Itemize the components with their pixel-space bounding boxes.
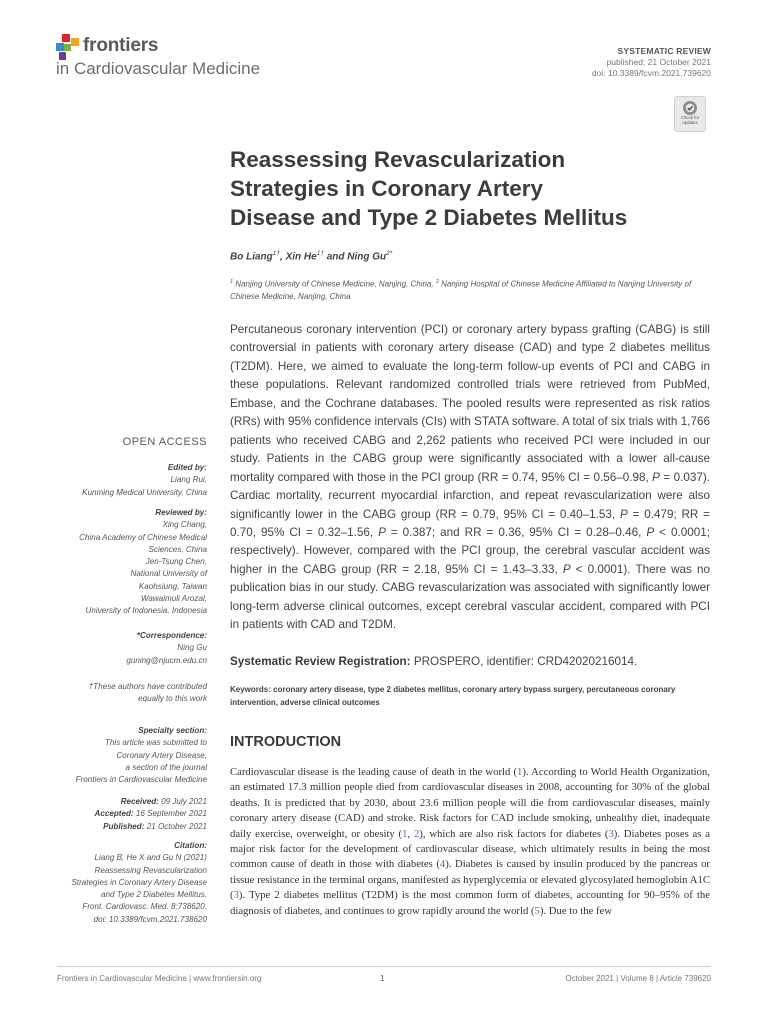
footer-divider: [57, 966, 711, 967]
p-value-symbol: P: [652, 470, 660, 484]
reference-link[interactable]: 4: [439, 858, 446, 871]
article-title: Reassessing Revascularization Strategies in Coronary Artery Disease and Type 2 Diabetes Mellitus: [230, 147, 628, 230]
sidebar-reviewers: Reviewed by: Xing Chang, China Academy of Chinese Medical Sciences, China Jen-Tsung Chen, National University of Kaohsiung, Taiwan Wawaimuli Arozal, University of Indonesia, Indonesia: [58, 507, 207, 618]
footer-journal-link[interactable]: Frontiers in Cardiovascular Medicine | www.frontiersin.org: [57, 974, 262, 983]
keywords-label: Keywords:: [230, 685, 271, 694]
article-meta: [592, 46, 711, 79]
author-name[interactable]: Xin He: [285, 251, 317, 263]
published-date: published: 21 October 2021: [606, 57, 711, 67]
editor-affiliation: Kunming Medical University, China: [82, 487, 207, 497]
reference-link[interactable]: 3: [608, 827, 614, 840]
reference-link[interactable]: 3: [233, 889, 239, 902]
introduction-text: [230, 765, 710, 919]
sidebar-citation: Citation: Liang B, He X and Gu N (2021) Reassessing Revascularization Strategies in Coronary Artery Disease and Type 2 Diabetes Mellitus. Front. Cardiovasc. Med. 8:738620. doi: 10.3389/fcvm.2021.738620: [58, 840, 207, 926]
citation-label: Citation:: [174, 841, 207, 850]
accepted-date: Accepted: 16 September 2021: [94, 809, 207, 819]
reference-link[interactable]: 5: [534, 904, 540, 917]
author-name[interactable]: Ning Gu: [347, 251, 387, 263]
check-for-updates-button[interactable]: [674, 96, 706, 132]
abstract-text-run: Percutaneous coronary intervention (PCI) or coronary artery bypass grafting (CABG) is still controversial in patients with coronary artery disease (CAD) and type 2 diabetes mellitus (T2DM). Here, we aimed to evaluate the long-term follow-up events of PCI and CABG in these populations. Relevant randomized controlled trials were retrieved from PubMed, Embase, and the Cochrane databases. The pooled results were represented as risk ratios (RRs) with 95% confidence intervals (CIs) with STATA software. A total of six trials with 1,766 patients who received CABG and 2,262 patients who received PCI were included in our study. Patients in the CABG group were significantly associated with a lower all-cause mortality compared with those in the PCI group (RR = 0.74, 95% CI = 0.56–0.98,: [230, 323, 710, 484]
logo-wordmark: frontiers: [83, 35, 159, 56]
correspondence-email[interactable]: guning@njucm.edu.cn: [126, 655, 207, 665]
author-affiliation-mark: 1†: [316, 250, 324, 257]
check-updates-icon: [682, 100, 698, 116]
author-affiliation-mark: 2*: [386, 250, 393, 257]
page-number: 1: [380, 974, 385, 983]
affiliations: $^1$ Nanjing University of Chinese Medicine, Nanjing, China, $^2$ Nanjing Hospital of Chinese Medicine Affiliated to Nanjing University of Chinese Medicine, Nanjing, China: [230, 279, 692, 301]
intro-text-run: ). Due to the few: [539, 904, 612, 917]
review-registration: [230, 655, 710, 668]
sidebar-equal-contribution: †These authors have contributed equally to this work: [88, 682, 207, 704]
footer-issue-info: October 2021 | Volume 8 | Article 739620: [565, 974, 711, 983]
intro-text-run: Cardiovascular disease is the leading cause of death in the world (: [230, 766, 518, 778]
received-date: Received: 09 July 2021: [120, 797, 207, 806]
abstract-text-run: < 0.0001). There was no publication bias in our study. CABG revascularization was associated with significantly lower long-term adverse clinical outcomes, except cerebral vascular accident, compared with PCI in patients with CAD and T2DM.: [230, 562, 710, 632]
author-list: [230, 250, 392, 262]
abstract-text-run: = 0.479; RR = 0.70, 95% CI = 0.32–1.56,: [230, 507, 711, 539]
p-value-symbol: P: [378, 525, 386, 539]
keywords: [230, 684, 710, 709]
author-affiliation-mark: 1†: [272, 250, 281, 257]
sidebar-editors: [58, 462, 207, 499]
keywords-list: coronary artery disease, type 2 diabetes mellitus, coronary artery bypass surgery, percutaneous coronary intervention, adverse clinical outcomes: [230, 685, 676, 707]
edited-by-label: Edited by:: [167, 463, 207, 472]
p-value-symbol: P: [646, 525, 655, 539]
journal-name: in Cardiovascular Medicine: [56, 59, 261, 78]
abstract-text-run: = 0.037). Cardiac mortality, recurrent myocardial infarction, and repeat revascularization were also significantly lower in the CABG group (RR = 0.79, 95% CI = 0.40–1.53,: [230, 470, 710, 521]
registration-value: PROSPERO, identifier: CRD42020216014.: [410, 655, 638, 668]
journal-logo[interactable]: [56, 32, 316, 82]
intro-text-run: ). Diabetes poses as a major risk factor for the development of cardiovascular disease, which ultimately results in being the most common cause of death in those with diabetes (: [230, 827, 710, 871]
frontiers-logo-icon: [56, 34, 80, 60]
author-name[interactable]: Bo Liang: [230, 251, 273, 263]
abstract: [230, 321, 710, 635]
intro-text-run: ). According to World Health Organization, an estimated 17.3 million people died from cardiovascular diseases in 2008, accounting for 30% of the global deaths. It is predicted that by 2030, about 23.6 million people will die from cardiovascular diseases, mainly coronary artery disease (CAD) and stroke. Risk factors for CAD include smoking, unhealthy diet, inadequate daily exercise, overweight, or obesity (: [230, 766, 711, 840]
p-value-symbol: P: [562, 562, 571, 576]
intro-text-run: ). Diabetes is caused by insulin produced by the pancreas or tissue resistance in the terminal organs, manifested as hyperglycemia or elevated glycosylated hemoglobin A1C (: [230, 858, 710, 902]
intro-text-run: ). Type 2 diabetes mellitus (T2DM) is the most common form of diabetes, accounting for 90–95% of the diagnosis of diabetes, and continues to grow rapidly around the world (: [230, 889, 710, 917]
sidebar-dates: [58, 796, 207, 833]
specialty-label: Specialty section:: [138, 726, 207, 735]
reference-link[interactable]: 1: [402, 827, 408, 840]
abstract-text-run: < 0.0001; respectively). However, compared with the PCI group, the cerebral vascular accident was higher in the CABG group (RR = 2.18, 95% CI = 1.43–3.33,: [230, 525, 710, 576]
editor-name: Liang Rui,: [170, 475, 207, 485]
correspondence-label: *Correspondence:: [136, 631, 207, 640]
abstract-text-run: = 0.387; and RR = 0.36, 95% CI = 0.28–0.46,: [385, 525, 647, 539]
section-heading-introduction: INTRODUCTION: [230, 734, 342, 750]
article-type: SYSTEMATIC REVIEW: [617, 46, 711, 56]
intro-text-run: ,: [407, 827, 414, 840]
correspondence-name: Ning Gu: [177, 643, 207, 653]
intro-text-run: ), which are also risk factors for diabetes (: [419, 827, 609, 840]
open-access-label: OPEN ACCESS: [122, 436, 207, 448]
registration-label: Systematic Review Registration:: [230, 655, 411, 668]
published-date-sidebar: Published: 21 October 2021: [103, 821, 207, 831]
author-separator: ,: [280, 251, 286, 263]
reference-link[interactable]: 2: [413, 827, 420, 840]
check-updates-label: Check for updates: [680, 115, 700, 125]
p-value-symbol: P: [619, 507, 628, 521]
citation-doi[interactable]: doi: 10.3389/fcvm.2021.738620: [93, 914, 207, 924]
author-separator: and: [323, 251, 348, 263]
article-doi[interactable]: doi: 10.3389/fcvm.2021.739620: [591, 68, 711, 78]
reference-link[interactable]: 1: [517, 766, 523, 778]
sidebar-correspondence: [58, 630, 207, 667]
sidebar-specialty-section: Specialty section: This article was submitted to Coronary Artery Disease, a section of the journal Frontiers in Cardiovascular Medicine: [58, 725, 207, 786]
reviewed-by-label: Reviewed by:: [155, 508, 207, 517]
